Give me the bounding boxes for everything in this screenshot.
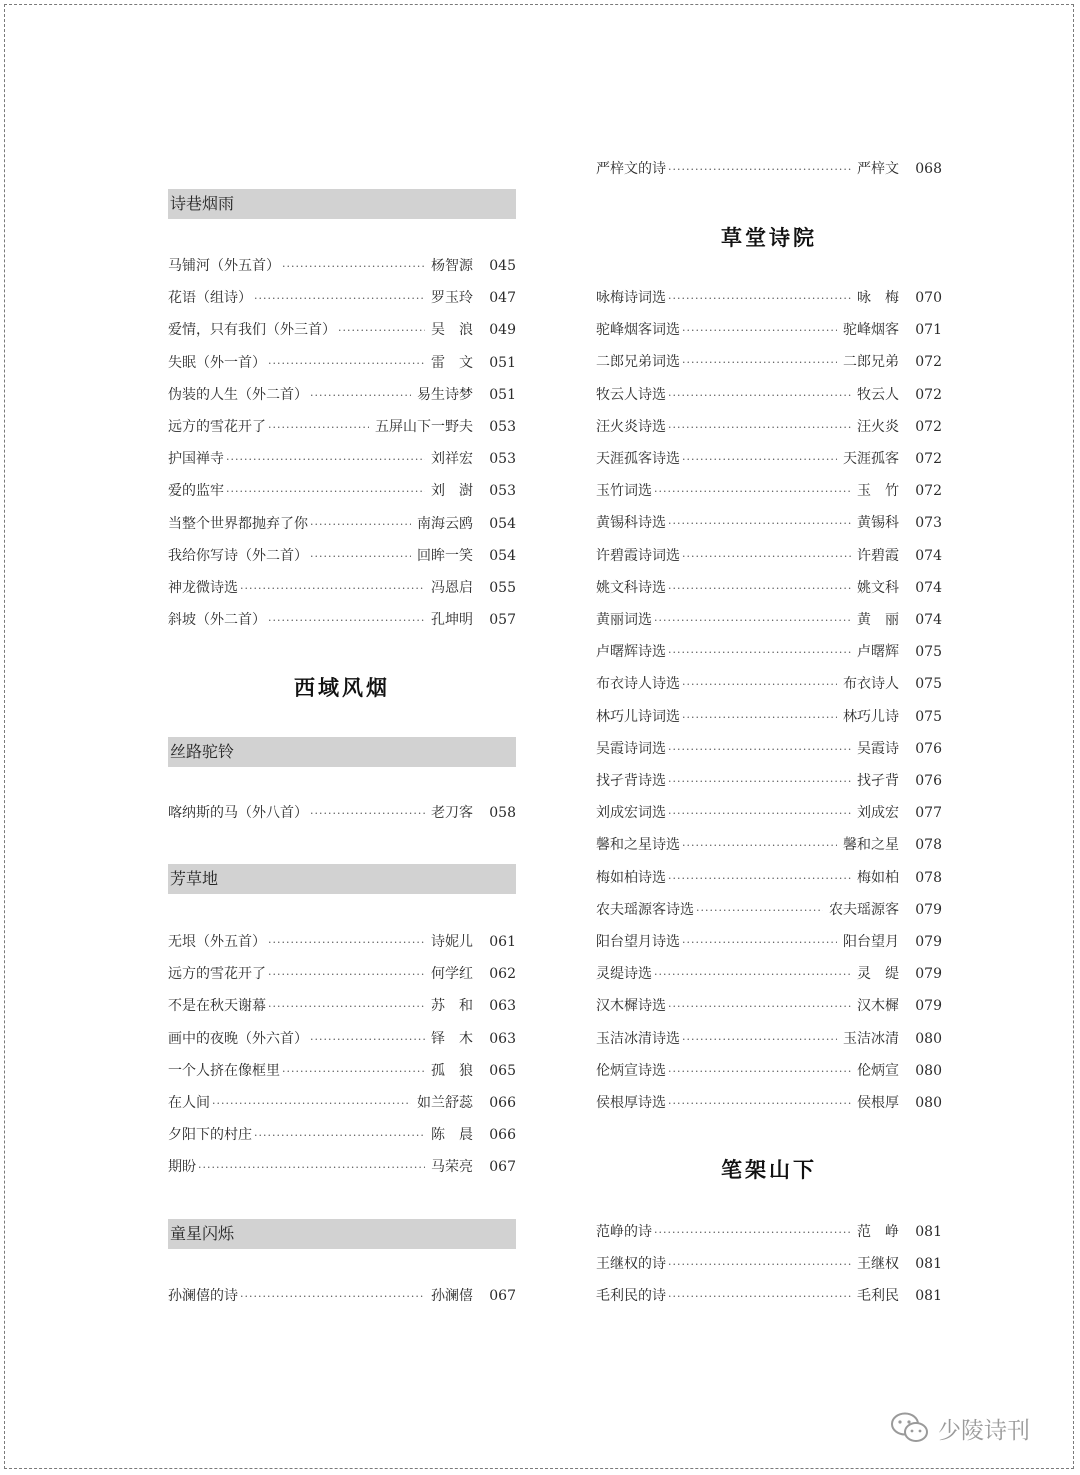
entry-title: 爱的监牢 <box>168 483 224 500</box>
entry-title: 毛利民的诗 <box>596 1288 666 1305</box>
entry-title: 期盼 <box>168 1159 196 1176</box>
entry-author: 布衣诗人 <box>843 676 899 693</box>
dot-leader <box>282 256 425 278</box>
entry-page: 054 <box>489 515 516 532</box>
entry-author: 刘祥宏 <box>431 451 473 468</box>
entry-author: 汪火炎 <box>857 418 899 435</box>
toc-entry[interactable] <box>168 1028 516 1050</box>
section-heading-bijia: 笔架山下 <box>721 1158 817 1182</box>
entry-title: 无垠（外五首） <box>168 934 266 950</box>
dot-leader <box>696 900 823 922</box>
dot-leader <box>668 513 851 535</box>
toc-entry[interactable] <box>596 577 942 599</box>
dot-leader <box>682 835 837 857</box>
entry-author: 陈 晨 <box>431 1127 473 1144</box>
dot-leader <box>668 417 851 439</box>
toc-entry[interactable] <box>596 480 942 502</box>
entry-title: 林巧儿诗词选 <box>596 708 680 725</box>
entry-page: 078 <box>915 837 942 854</box>
entry-page: 075 <box>915 708 942 725</box>
entry-page: 074 <box>915 612 942 628</box>
entry-author: 雷 文 <box>431 354 473 371</box>
entry-author: 五屏山下一野夫 <box>375 419 473 435</box>
toc-entry[interactable] <box>168 1124 516 1146</box>
entry-page: 054 <box>489 547 516 564</box>
entry-page: 049 <box>489 322 516 339</box>
entry-author: 吴 浪 <box>431 322 473 339</box>
entry-title: 黄丽词选 <box>596 612 652 628</box>
entry-author: 范 峥 <box>857 1224 899 1240</box>
entry-page: 081 <box>915 1288 942 1305</box>
dot-leader <box>682 674 837 696</box>
toc-entry[interactable] <box>168 1092 516 1114</box>
toc-entry[interactable] <box>596 899 942 921</box>
toc-entry[interactable] <box>596 1028 942 1050</box>
entry-title: 爱情，只有我们（外三首） <box>168 322 336 339</box>
entry-title: 当整个世界都抛弃了你 <box>168 515 308 532</box>
dot-leader <box>254 1125 425 1147</box>
section-band-fangcao: 芳草地 <box>168 864 516 894</box>
entry-page: 072 <box>915 483 942 500</box>
toc-entry[interactable] <box>168 931 516 953</box>
toc-entry[interactable] <box>596 1285 942 1307</box>
entry-page: 053 <box>489 419 516 435</box>
entry-author: 毛利民 <box>857 1288 899 1305</box>
toc-entry[interactable] <box>168 513 516 535</box>
entry-author: 许碧霞 <box>857 547 899 564</box>
entry-author: 农夫瑶源客 <box>829 901 899 918</box>
toc-entry[interactable] <box>596 158 942 180</box>
entry-title: 伦炳宣诗选 <box>596 1062 666 1079</box>
dot-leader <box>240 1286 425 1308</box>
wechat-icon <box>890 1411 930 1445</box>
entry-title: 不是在秋天谢幕 <box>168 998 266 1015</box>
toc-entry[interactable] <box>168 995 516 1017</box>
watermark-text: 少陵诗刊 <box>938 1417 1030 1444</box>
entry-page: 053 <box>489 483 516 500</box>
entry-page: 080 <box>915 1095 942 1111</box>
entry-title: 许碧霞诗词选 <box>596 547 680 564</box>
entry-author: 吴霞诗 <box>857 740 899 757</box>
entry-author: 孤 狼 <box>431 1062 473 1079</box>
toc-entry[interactable] <box>596 319 942 341</box>
entry-page: 066 <box>489 1095 516 1111</box>
entry-author: 汉木樨 <box>857 998 899 1015</box>
dot-leader <box>668 996 851 1018</box>
entry-title: 玉洁冰清诗选 <box>596 1030 680 1047</box>
dot-leader <box>282 1061 425 1083</box>
entry-author: 灵 缇 <box>857 966 899 983</box>
entry-title: 汪火炎诗选 <box>596 418 666 435</box>
entry-title: 布衣诗人诗选 <box>596 676 680 693</box>
dot-leader <box>668 159 851 181</box>
entry-page: 078 <box>915 869 942 886</box>
entry-title: 馨和之星诗选 <box>596 837 680 854</box>
section-heading-caotang: 草堂诗院 <box>721 226 817 250</box>
dot-leader <box>668 578 851 600</box>
entry-author: 王继权 <box>857 1256 899 1273</box>
toc-entry[interactable] <box>596 416 942 438</box>
entry-author: 馨和之星 <box>843 837 899 854</box>
entry-title: 找孑背诗选 <box>596 773 666 789</box>
toc-entry[interactable] <box>596 963 942 985</box>
entry-author: 姚文科 <box>857 579 899 596</box>
entry-author: 二郎兄弟 <box>843 354 899 371</box>
entry-page: 072 <box>915 386 942 403</box>
dot-leader <box>268 964 425 986</box>
entry-page: 074 <box>915 547 942 564</box>
entry-page: 065 <box>489 1062 516 1079</box>
entry-author: 诗妮儿 <box>431 934 473 950</box>
dot-leader <box>310 514 411 536</box>
entry-author: 伦炳宣 <box>857 1062 899 1079</box>
entry-title: 失眠（外一首） <box>168 354 266 371</box>
entry-author: 黄锡科 <box>857 515 899 532</box>
toc-entry[interactable] <box>596 995 942 1017</box>
toc-entry[interactable] <box>168 384 516 406</box>
entry-page: 071 <box>915 322 942 339</box>
entry-title: 严梓文的诗 <box>596 161 666 177</box>
toc-entry[interactable] <box>596 287 942 309</box>
dot-leader <box>268 996 425 1018</box>
dot-leader <box>668 771 851 793</box>
toc-entry[interactable] <box>596 512 942 534</box>
entry-author: 易生诗梦 <box>417 386 473 403</box>
dot-leader <box>226 481 425 503</box>
dot-leader <box>682 546 851 568</box>
dot-leader <box>338 320 425 342</box>
dot-leader <box>668 739 851 761</box>
dot-leader <box>682 707 837 729</box>
entry-title: 汉木樨诗选 <box>596 998 666 1015</box>
toc-entry[interactable] <box>596 384 942 406</box>
toc-entry[interactable] <box>596 1253 942 1275</box>
toc-entry[interactable] <box>596 609 942 631</box>
dot-leader <box>254 288 425 310</box>
entry-page: 075 <box>915 644 942 661</box>
dot-leader <box>226 449 425 471</box>
entry-title: 我给你写诗（外二首） <box>168 547 308 564</box>
entry-page: 068 <box>915 161 942 177</box>
section-band-silu: 丝路驼铃 <box>168 737 516 767</box>
dot-leader <box>654 610 851 632</box>
dot-leader <box>668 1093 851 1115</box>
entry-page: 075 <box>915 676 942 693</box>
dot-leader <box>654 964 851 986</box>
toc-entry[interactable] <box>168 802 516 824</box>
entry-author: 杨智源 <box>431 258 473 274</box>
entry-title: 花语（组诗） <box>168 290 252 307</box>
entry-author: 孙澜僖 <box>431 1288 473 1304</box>
dot-leader <box>668 803 851 825</box>
entry-page: 053 <box>489 451 516 468</box>
entry-author: 何学红 <box>431 966 473 983</box>
entry-title: 灵缇诗选 <box>596 966 652 983</box>
toc-entry[interactable] <box>596 448 942 470</box>
entry-page: 070 <box>915 290 942 306</box>
dot-leader <box>668 288 851 310</box>
dot-leader <box>654 481 851 503</box>
dot-leader <box>240 578 425 600</box>
toc-entry[interactable] <box>596 1092 942 1114</box>
entry-page: 079 <box>915 966 942 983</box>
entry-title: 卢曙辉诗选 <box>596 644 666 661</box>
toc-entry[interactable] <box>168 1156 516 1178</box>
entry-title: 喀纳斯的马（外八首） <box>168 805 308 821</box>
entry-title: 农夫瑶源客诗选 <box>596 901 694 918</box>
dot-leader <box>682 1029 837 1051</box>
entry-page: 063 <box>489 1030 516 1047</box>
toc-entry[interactable] <box>596 545 942 567</box>
entry-page: 061 <box>489 934 516 950</box>
entry-page: 058 <box>489 805 516 821</box>
section-band-shixiang: 诗巷烟雨 <box>168 189 516 219</box>
toc-entry[interactable] <box>596 706 942 728</box>
entry-author: 天涯孤客 <box>843 451 899 467</box>
dot-leader <box>668 1254 851 1276</box>
toc-entry[interactable] <box>596 641 942 663</box>
toc-entry[interactable] <box>168 577 516 599</box>
entry-author: 找孑背 <box>857 773 899 789</box>
toc-entry[interactable] <box>168 963 516 985</box>
entry-title: 孙澜僖的诗 <box>168 1288 238 1304</box>
entry-author: 林巧儿诗 <box>843 708 899 725</box>
entry-author: 梅如柏 <box>857 869 899 886</box>
dot-leader <box>668 385 851 407</box>
toc-entry[interactable] <box>168 448 516 470</box>
entry-page: 080 <box>915 1062 942 1079</box>
dot-leader <box>682 320 837 342</box>
dot-leader <box>682 449 837 471</box>
entry-title: 范峥的诗 <box>596 1224 652 1240</box>
entry-page: 045 <box>489 258 516 274</box>
entry-author: 孔坤明 <box>431 612 473 629</box>
entry-author: 牧云人 <box>857 386 899 403</box>
toc-entry[interactable] <box>596 867 942 889</box>
entry-page: 081 <box>915 1256 942 1273</box>
dot-leader <box>682 352 837 374</box>
dot-leader <box>310 1029 425 1051</box>
dot-leader <box>668 1286 851 1308</box>
entry-title: 在人间 <box>168 1095 210 1111</box>
toc-entry[interactable] <box>596 931 942 953</box>
entry-author: 阳台望月 <box>843 934 899 950</box>
entry-title: 夕阳下的村庄 <box>168 1127 252 1144</box>
dot-leader <box>268 417 369 439</box>
entry-page: 057 <box>489 612 516 629</box>
entry-author: 苏 和 <box>431 998 473 1015</box>
toc-entry[interactable] <box>168 480 516 502</box>
dot-leader <box>212 1093 411 1115</box>
toc-entry[interactable] <box>596 673 942 695</box>
entry-author: 冯恩启 <box>431 580 473 596</box>
toc-entry[interactable] <box>168 545 516 567</box>
dot-leader <box>268 932 425 954</box>
entry-page: 080 <box>915 1030 942 1047</box>
toc-entry[interactable] <box>168 287 516 309</box>
entry-author: 黄 丽 <box>857 612 899 628</box>
dot-leader <box>198 1157 425 1179</box>
toc-entry[interactable] <box>168 319 516 341</box>
entry-page: 062 <box>489 966 516 983</box>
entry-page: 079 <box>915 901 942 918</box>
toc-entry[interactable] <box>596 834 942 856</box>
dot-leader <box>668 642 851 664</box>
toc-entry[interactable] <box>168 1285 516 1307</box>
entry-title: 王继权的诗 <box>596 1256 666 1273</box>
entry-author: 玉 竹 <box>857 483 899 500</box>
entry-page: 072 <box>915 451 942 467</box>
dot-leader <box>654 1222 851 1244</box>
entry-page: 076 <box>915 740 942 757</box>
toc-entry[interactable] <box>168 1060 516 1082</box>
entry-title: 伪装的人生（外二首） <box>168 386 308 403</box>
entry-author: 咏 梅 <box>857 290 899 306</box>
entry-title: 一个人挤在像框里 <box>168 1062 280 1079</box>
entry-page: 066 <box>489 1127 516 1144</box>
toc-entry[interactable] <box>168 416 516 438</box>
entry-author: 马荣亮 <box>431 1159 473 1176</box>
entry-title: 黄锡科诗选 <box>596 515 666 532</box>
dot-leader <box>682 932 837 954</box>
entry-page: 051 <box>489 354 516 371</box>
entry-page: 079 <box>915 998 942 1015</box>
entry-page: 081 <box>915 1224 942 1240</box>
dot-leader <box>268 353 425 375</box>
entry-title: 姚文科诗选 <box>596 579 666 596</box>
entry-author: 卢曙辉 <box>857 644 899 661</box>
dot-leader <box>310 803 425 825</box>
entry-page: 076 <box>915 773 942 789</box>
entry-title: 玉竹词选 <box>596 483 652 500</box>
watermark <box>890 1408 1030 1448</box>
toc-entry[interactable] <box>596 1060 942 1082</box>
entry-title: 侯根厚诗选 <box>596 1095 666 1111</box>
entry-title: 神龙微诗选 <box>168 580 238 596</box>
entry-author: 南海云鸥 <box>417 515 473 532</box>
entry-title: 远方的雪花开了 <box>168 966 266 983</box>
entry-author: 侯根厚 <box>857 1095 899 1111</box>
entry-title: 梅如柏诗选 <box>596 869 666 886</box>
dot-leader <box>668 868 851 890</box>
dot-leader <box>310 546 411 568</box>
entry-page: 072 <box>915 354 942 371</box>
entry-page: 047 <box>489 290 516 307</box>
entry-page: 079 <box>915 934 942 950</box>
entry-title: 刘成宏词选 <box>596 805 666 822</box>
dot-leader <box>268 610 425 632</box>
entry-author: 铎 木 <box>431 1030 473 1047</box>
toc-entry[interactable] <box>168 352 516 374</box>
entry-author: 驼峰烟客 <box>843 322 899 339</box>
entry-page: 077 <box>915 805 942 822</box>
entry-title: 护国禅寺 <box>168 451 224 468</box>
entry-title: 二郎兄弟词选 <box>596 354 680 371</box>
entry-page: 067 <box>489 1159 516 1176</box>
entry-author: 严梓文 <box>857 161 899 177</box>
entry-author: 罗玉玲 <box>431 290 473 307</box>
entry-title: 天涯孤客诗选 <box>596 451 680 467</box>
dot-leader <box>668 1061 851 1083</box>
entry-author: 刘成宏 <box>857 805 899 822</box>
entry-title: 马铺河（外五首） <box>168 258 280 274</box>
entry-page: 051 <box>489 386 516 403</box>
entry-title: 驼峰烟客词选 <box>596 322 680 339</box>
entry-author: 如兰舒蕊 <box>417 1095 473 1111</box>
toc-entry[interactable] <box>168 609 516 631</box>
toc-entry[interactable] <box>168 255 516 277</box>
entry-page: 073 <box>915 515 942 532</box>
entry-author: 玉洁冰清 <box>843 1030 899 1047</box>
entry-page: 072 <box>915 418 942 435</box>
entry-title: 远方的雪花开了 <box>168 419 266 435</box>
dot-leader <box>310 385 411 407</box>
entry-title: 阳台望月诗选 <box>596 934 680 950</box>
entry-page: 063 <box>489 998 516 1015</box>
entry-title: 画中的夜晚（外六首） <box>168 1030 308 1047</box>
entry-title: 牧云人诗选 <box>596 386 666 403</box>
entry-author: 刘 澍 <box>431 483 473 500</box>
entry-author: 回眸一笑 <box>417 547 473 564</box>
entry-page: 067 <box>489 1288 516 1304</box>
toc-entry[interactable] <box>596 738 942 760</box>
section-heading-xiyu: 西域风烟 <box>294 676 390 700</box>
toc-entry[interactable] <box>596 770 942 792</box>
entry-page: 074 <box>915 579 942 596</box>
section-band-tongxing: 童星闪烁 <box>168 1219 516 1249</box>
entry-title: 斜坡（外二首） <box>168 612 266 629</box>
entry-author: 老刀客 <box>431 805 473 821</box>
entry-title: 吴霞诗词选 <box>596 740 666 757</box>
entry-title: 咏梅诗词选 <box>596 290 666 306</box>
toc-entry[interactable] <box>596 351 942 373</box>
entry-page: 055 <box>489 580 516 596</box>
toc-entry[interactable] <box>596 1221 942 1243</box>
toc-entry[interactable] <box>596 802 942 824</box>
